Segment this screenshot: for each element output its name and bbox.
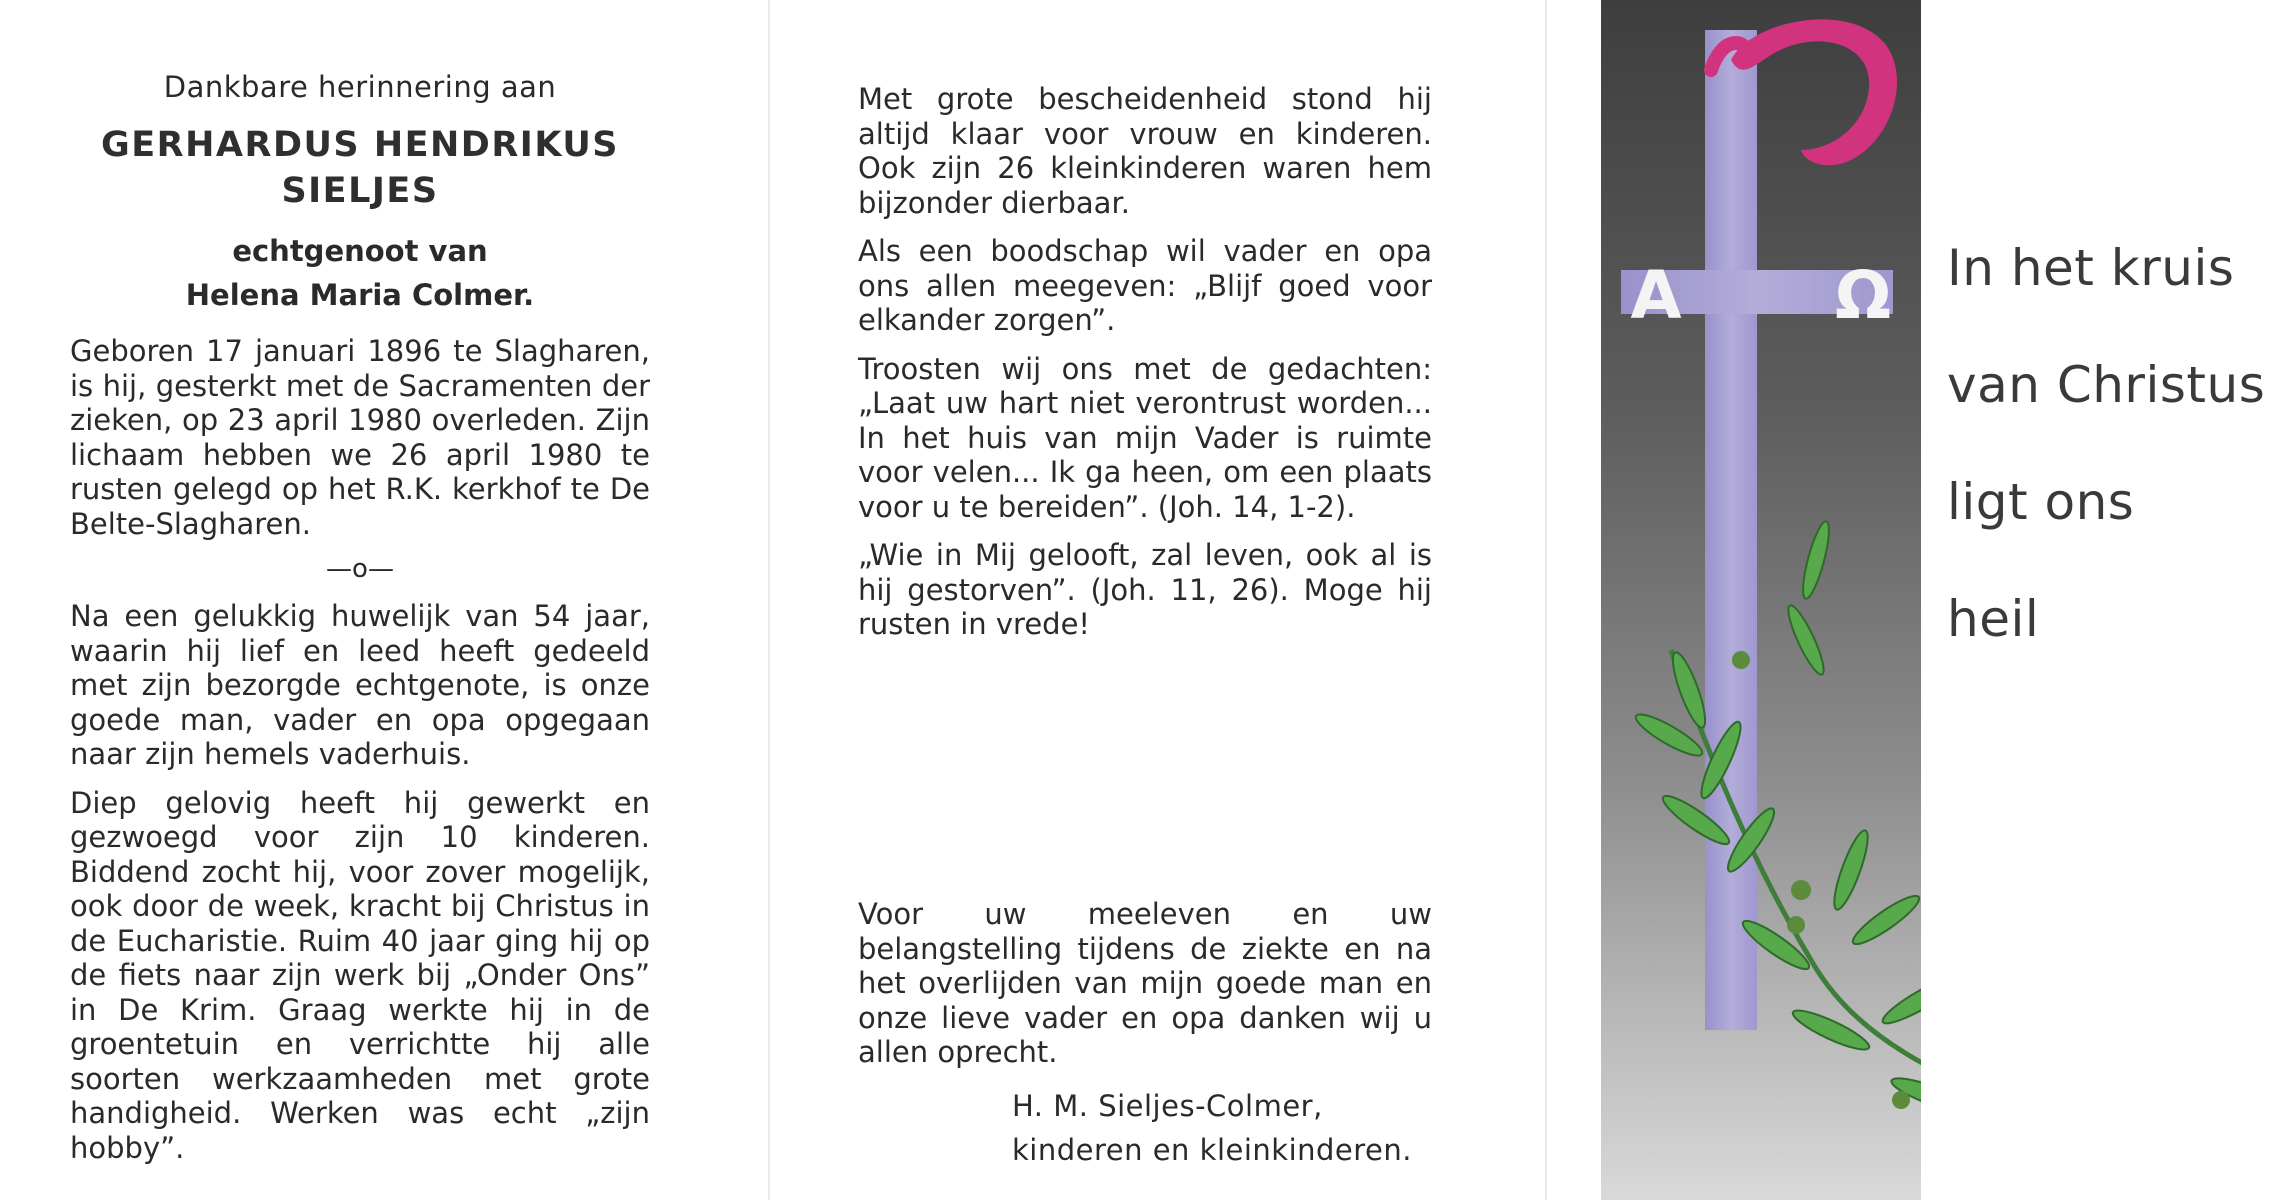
fold-line-right xyxy=(1545,0,1547,1200)
omega-symbol: Ω xyxy=(1834,257,1892,334)
birth-death-paragraph: Geboren 17 januari 1896 te Slagharen, is hij, gesterkt met de Sacramenten der zieken, op 23 april 1980 overleden. Zijn lichaam hebben we 26 april 1980 te rusten gelegd op het R.K. kerkhof te De Belte-Slagharen. xyxy=(70,334,650,541)
belief-paragraph: „Wie in Mij gelooft, zal leven, ook al is hij gestorven”. (Joh. 11, 26). Moge hij rusten in vrede! xyxy=(858,538,1432,641)
comfort-paragraph: Troosten wij ons met de gedachten: „Laat uw hart niet verontrust worden... In het huis van mijn Vader is ruimte voor velen... Ik ga heen, om een plaats voor u te bereiden”. (Joh. 14, 1-2). xyxy=(858,351,1432,524)
cross-artwork xyxy=(1601,0,1921,1200)
thanks-paragraph: Voor uw meeleven en uw belangstelling tijdens de ziekte en na het overlijden van mijn goede man en onze lieve vader en opa danken wij u allen oprecht. xyxy=(858,897,1432,1069)
intro-text: Dankbare herinnering aan xyxy=(163,70,557,104)
panel-left xyxy=(70,70,650,1179)
alpha-symbol: A xyxy=(1630,257,1682,334)
spouse-label: echtgenoot van xyxy=(232,234,488,268)
motto-line1: In het kruis xyxy=(1947,239,2235,297)
motto-line4: heil xyxy=(1947,590,2040,648)
motto-line3: ligt ons xyxy=(1947,473,2135,531)
motto-block xyxy=(1947,238,2287,706)
background-band xyxy=(1601,0,1921,1200)
cross-illustration xyxy=(1601,0,1921,1200)
panel-middle-thanks xyxy=(858,897,1432,1172)
modesty-paragraph: Met grote bescheidenheid stond hij altijd klaar voor vrouw en kinderen. Ook zijn 26 kleinkinderen waren hem bijzonder dierbaar. xyxy=(858,82,1432,220)
signature-line1: H. M. Sieljes-Colmer, xyxy=(1012,1088,1323,1123)
marriage-paragraph: Na een gelukkig huwelijk van 54 jaar, waarin hij lief en leed heeft gedeeld met zijn bezorgde echtgenote, is onze goede man, vader en opa opgegaan naar zijn hemels vaderhuis. xyxy=(70,599,650,771)
spouse-name: Helena Maria Colmer. xyxy=(185,278,535,312)
signature-line2: kinderen en kleinkinderen. xyxy=(1012,1132,1412,1167)
motto-line2: van Christus xyxy=(1947,356,2266,414)
panel-middle xyxy=(858,82,1432,656)
message-paragraph: Als een boodschap wil vader en opa ons allen meegeven: „Blijf goed voor elkander zorgen”. xyxy=(858,234,1432,337)
deceased-name-line2: SIELJES xyxy=(281,171,439,211)
cross-vertical-beam xyxy=(1705,30,1757,1030)
faith-paragraph: Diep gelovig heeft hij gewerkt en gezwoegd voor zijn 10 kinderen. Biddend zocht hij, voor zover mogelijk, ook door de week, kracht bij Christus in de Eucharistie. Ruim 40 jaar ging hij op de fiets naar zijn werk bij „Onder Ons” in De Krim. Graag werkte hij in de groentetuin en verrichtte hij alle soorten werkzaamheden met grote handigheid. Werken was echt „zijn hobby”. xyxy=(70,785,650,1165)
fold-line-left xyxy=(768,0,770,1200)
separator: —o— xyxy=(326,554,394,584)
deceased-name-line1: GERHARDUS HENDRIKUS xyxy=(101,125,619,165)
